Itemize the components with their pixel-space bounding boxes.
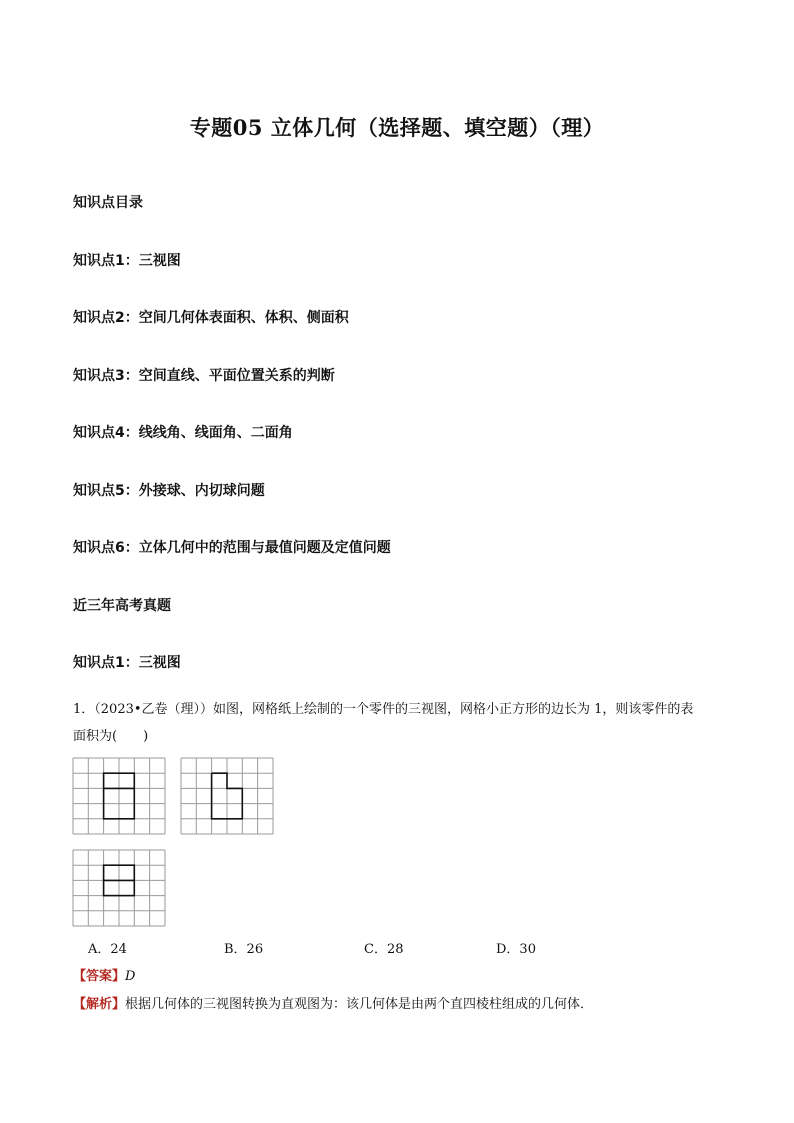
toc-item-2: 知识点2：空间几何体表面积、体积、侧面积	[73, 310, 349, 326]
side-view-figure	[180, 757, 274, 835]
option-d: D．30	[496, 942, 536, 957]
answer-line	[73, 965, 135, 984]
option-b: B．26	[224, 942, 264, 957]
section-heading: 近三年高考真题	[73, 598, 171, 614]
page-title: 专题05 立体几何（选择题、填空题）（理）	[189, 115, 605, 140]
analysis-line	[73, 993, 593, 1012]
subsection-heading: 知识点1：三视图	[73, 655, 181, 671]
toc-item-6: 知识点6：立体几何中的范围与最值问题及定值问题	[73, 540, 391, 556]
question-line-2: 面积为( )	[73, 729, 149, 744]
toc-heading: 知识点目录	[73, 195, 143, 211]
toc-item-5: 知识点5：外接球、内切球问题	[73, 483, 265, 499]
answer-options	[88, 938, 648, 956]
question-line-1: 1．（2023•乙卷（理））如图，网格纸上绘制的一个零件的三视图，网格小正方形的边长为 1，则该零件的表	[73, 702, 694, 717]
answer-label: 【答案】	[73, 969, 126, 984]
option-c: C．28	[364, 942, 404, 957]
front-view-figure	[72, 757, 166, 835]
answer-value: D	[125, 969, 136, 984]
toc-item-1: 知识点1：三视图	[73, 253, 181, 269]
toc-item-3: 知识点3：空间直线、平面位置关系的判断	[73, 368, 335, 384]
analysis-text: 根据几何体的三视图转换为直观图为：该几何体是由两个直四棱柱组成的几何体．	[125, 997, 594, 1012]
question-text	[73, 696, 733, 750]
top-view-figure	[72, 849, 166, 927]
option-a: A．24	[88, 942, 127, 957]
toc-item-4: 知识点4：线线角、线面角、二面角	[73, 425, 293, 441]
analysis-label: 【解析】	[73, 997, 126, 1012]
